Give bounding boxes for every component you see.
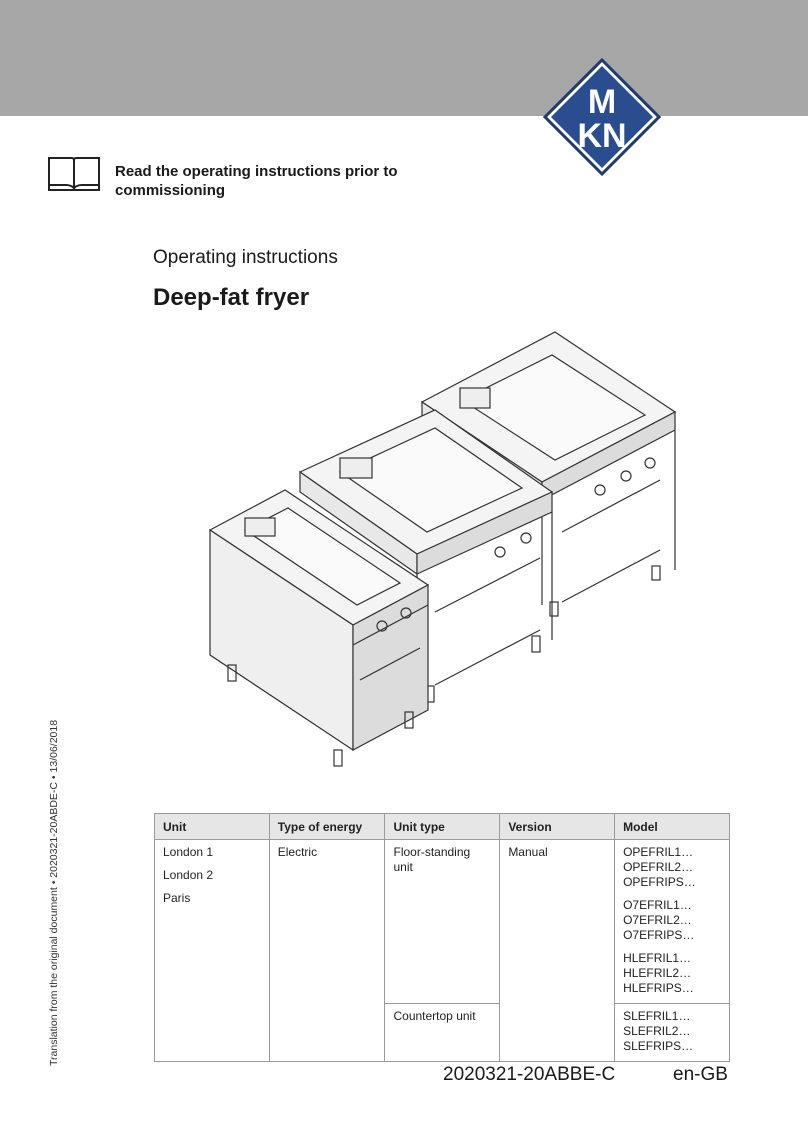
version-cell: Manual xyxy=(500,840,615,1062)
document-title: Deep-fat fryer xyxy=(153,284,310,311)
unit-item: London 1 xyxy=(163,845,214,859)
model-cell xyxy=(615,840,730,1004)
model-item: O7EFRIPS… xyxy=(623,928,695,942)
model-item: OPEFRIL1… xyxy=(623,845,694,859)
header-model: Model xyxy=(615,814,730,840)
model-item: SLEFRIPS… xyxy=(623,1039,694,1053)
model-cell xyxy=(615,1004,730,1062)
table-header-row xyxy=(155,814,730,840)
header-version: Version xyxy=(500,814,615,840)
model-group xyxy=(623,898,721,943)
model-group xyxy=(623,951,721,996)
unit-type-countertop: Countertop unit xyxy=(393,1009,476,1023)
unit-item: Paris xyxy=(163,891,191,905)
model-item: SLEFRIL2… xyxy=(623,1024,691,1038)
unit-specification-table xyxy=(154,813,730,1062)
model-item: HLEFRIL1… xyxy=(623,951,692,965)
header-band xyxy=(0,0,808,116)
translation-side-note: Translation from the original document • 2020321-20ABDE-C • 13/06/2018 xyxy=(48,719,60,1066)
fryer-illustration xyxy=(200,330,680,770)
logo-text-bottom: KN xyxy=(577,117,627,155)
model-item: HLEFRIL2… xyxy=(623,966,692,980)
model-group xyxy=(623,845,721,890)
read-instructions-notice: Read the operating instructions prior to commissioning xyxy=(115,163,398,199)
document-subtitle: Operating instructions xyxy=(153,247,338,268)
unit-item: London 2 xyxy=(163,868,214,882)
header-unit: Unit xyxy=(155,814,270,840)
language-code: en-GB xyxy=(673,1064,728,1085)
header-type-of-energy: Type of energy xyxy=(269,814,385,840)
model-item: O7EFRIL2… xyxy=(623,913,692,927)
unit-cell xyxy=(155,840,270,1062)
mkn-logo xyxy=(543,58,661,176)
logo-text-top: M xyxy=(587,83,617,121)
unit-type-cell xyxy=(385,840,500,1004)
model-item: O7EFRIL1… xyxy=(623,898,692,912)
header-unit-type: Unit type xyxy=(385,814,500,840)
model-item: SLEFRIL1… xyxy=(623,1009,691,1023)
energy-cell: Electric xyxy=(269,840,385,1062)
table-row xyxy=(155,840,730,1004)
model-group xyxy=(623,1009,721,1054)
unit-type-floor: Floor-standing unit xyxy=(393,845,471,874)
model-item: OPEFRIPS… xyxy=(623,875,696,889)
open-book-icon xyxy=(46,155,102,193)
model-item: HLEFRIPS… xyxy=(623,981,694,995)
document-number: 2020321-20ABBE-C xyxy=(443,1064,616,1085)
unit-type-cell xyxy=(385,1004,500,1062)
model-item: OPEFRIL2… xyxy=(623,860,694,874)
